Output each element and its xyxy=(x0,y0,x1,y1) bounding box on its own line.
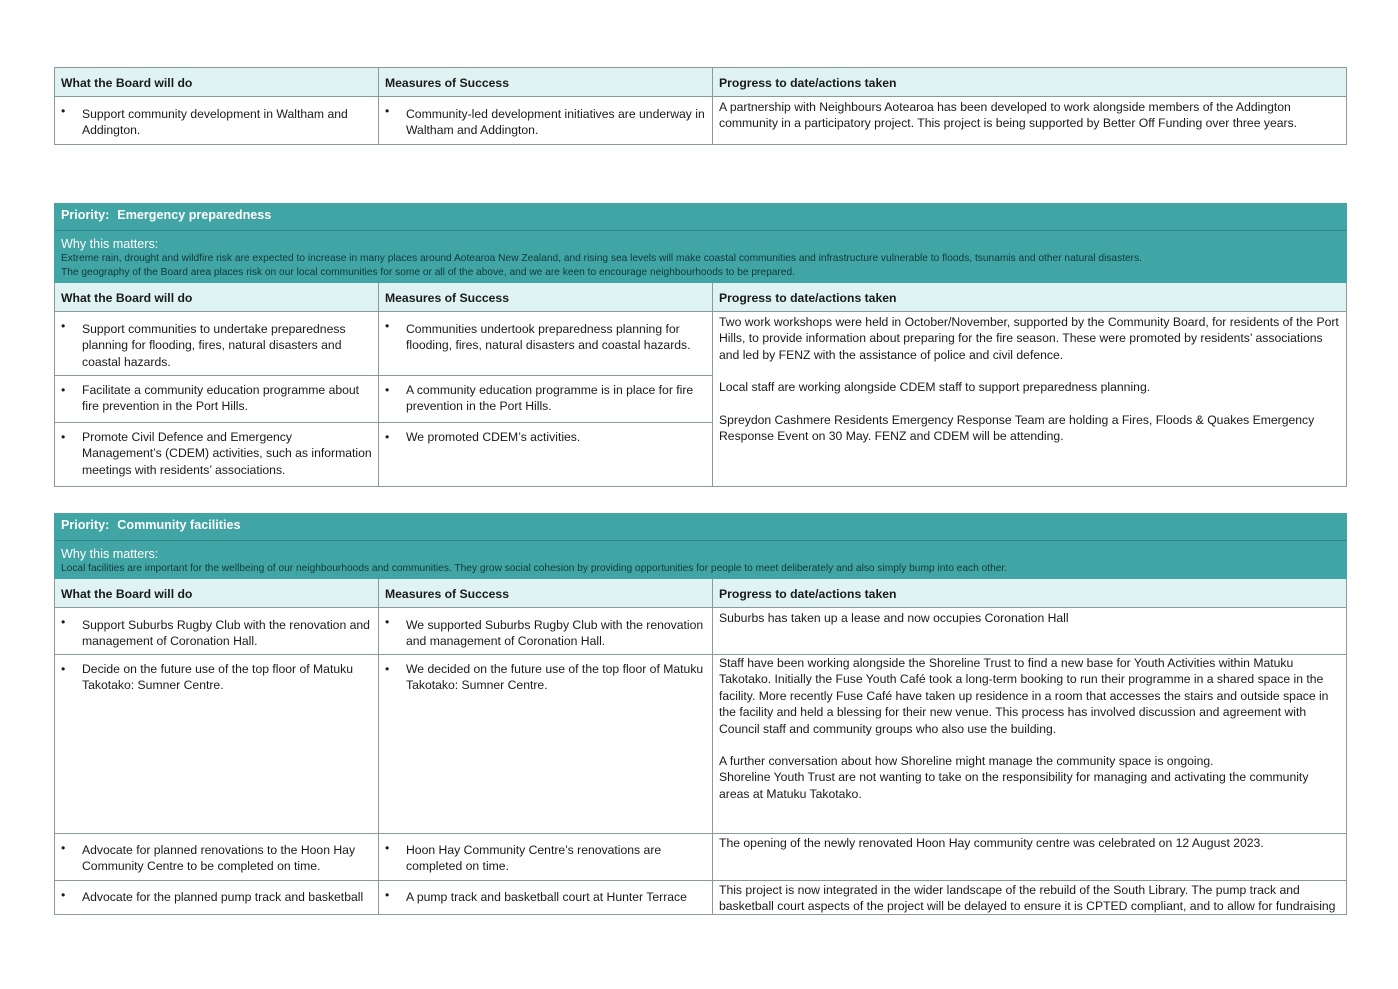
action-cell xyxy=(55,423,379,487)
why-this-matters xyxy=(55,230,1346,282)
header-measures: Measures of Success xyxy=(379,579,713,608)
why-text: Local facilities are important for the wellbeing of our neighbourhoods and communities. They grow social cohesion by providing opportunities for people to meet deliberately and also simply bump into each other. xyxy=(61,563,1008,574)
measure-cell xyxy=(379,608,713,655)
why-this-matters xyxy=(55,540,1346,578)
action-cell xyxy=(55,655,379,834)
priority-title xyxy=(55,514,1346,540)
priority-label: Priority: xyxy=(61,518,110,532)
action-text: • Promote Civil Defence and Emergency Management’s (CDEM) activities, such as information meetings with residents’ associations. xyxy=(55,423,378,478)
action-text: • Advocate for the planned pump track and basketball xyxy=(55,881,378,905)
measure-text: • Community-led development initiatives are underway in Waltham and Addington. xyxy=(379,97,712,139)
progress-paragraph: Shoreline Youth Trust are not wanting to take on the responsibility for managing and activating the community areas at Matuku Takotako. xyxy=(719,770,1309,801)
priority-label: Priority: xyxy=(61,208,110,222)
header-board-actions: What the Board will do xyxy=(55,579,379,608)
progress-cell xyxy=(713,834,1347,881)
table-row xyxy=(55,655,1347,834)
header-progress: Progress to date/actions taken xyxy=(713,579,1347,608)
progress-paragraph: Spreydon Cashmere Residents Emergency Response Team are holding a Fires, Floods & Quakes Emergency Response Event on 30 May. FENZ and CDEM will be attending. xyxy=(719,412,1315,444)
measure-text: • We decided on the future use of the top floor of Matuku Takotako: Sumner Centre. xyxy=(379,655,712,694)
progress-text xyxy=(713,881,1346,915)
table-row xyxy=(55,97,1347,145)
action-cell xyxy=(55,312,379,376)
table-row xyxy=(55,834,1347,881)
table-row xyxy=(55,312,1347,376)
measure-text: • Hoon Hay Community Centre’s renovations are completed on time. xyxy=(379,834,712,875)
why-text: The geography of the Board area places risk on our local communities for some or all of the above, and we are keen to encourage neighbourhoods to be prepared. xyxy=(61,267,795,278)
progress-paragraph: Local staff are working alongside CDEM staff to support preparedness planning. xyxy=(719,380,1151,395)
header-progress: Progress to date/actions taken xyxy=(713,68,1347,97)
progress-paragraph: The opening of the newly renovated Hoon Hay community centre was celebrated on 12 August 2023. xyxy=(719,836,1264,850)
progress-cell xyxy=(713,608,1347,655)
table-header-row xyxy=(55,68,1347,97)
action-cell xyxy=(55,608,379,655)
measure-text: • A community education programme is in place for fire prevention in the Port Hills. xyxy=(379,376,712,415)
action-text: • Facilitate a community education programme about fire prevention in the Port Hills. xyxy=(55,376,378,415)
progress-cell xyxy=(713,312,1347,487)
priority-row xyxy=(55,204,1347,283)
table-row xyxy=(55,608,1347,655)
priority-title xyxy=(55,204,1346,230)
measure-cell xyxy=(379,423,713,487)
why-label: Why this matters: xyxy=(61,237,159,251)
measure-text: • A pump track and basketball court at Hunter Terrace xyxy=(379,881,712,905)
why-label: Why this matters: xyxy=(61,547,159,561)
action-cell xyxy=(55,881,379,915)
action-cell xyxy=(55,376,379,423)
progress-paragraph: Two work workshops were held in October/November, supported by the Community Board, for residents of the Port Hills, to provide information about preparing for the fire season. These were promoted by residents’ associations and led by FENZ with the assistance of police and civil defence. xyxy=(719,315,1339,362)
table-row xyxy=(55,881,1347,915)
table-community-facilities xyxy=(54,513,1347,915)
action-text: • Support Suburbs Rugby Club with the renovation and management of Coronation Hall. xyxy=(55,608,378,650)
measure-text: • We supported Suburbs Rugby Club with the renovation and management of Coronation Hall. xyxy=(379,608,712,650)
header-measures: Measures of Success xyxy=(379,68,713,97)
action-cell xyxy=(55,834,379,881)
progress-cell xyxy=(713,97,1347,145)
table-header-row xyxy=(55,579,1347,608)
why-text: Extreme rain, drought and wildfire risk are expected to increase in many places around Aotearoa New Zealand, and rising sea levels will make coastal communities and infrastructure vulnerable to floods, tsunamis and other natural disasters. xyxy=(61,253,1142,264)
progress-text xyxy=(713,655,1346,802)
progress-paragraph: Suburbs has taken up a lease and now occupies Coronation Hall xyxy=(719,611,1069,625)
measure-text: • We promoted CDEM’s activities. xyxy=(379,423,712,445)
table-emergency-preparedness xyxy=(54,203,1347,487)
progress-cell xyxy=(713,655,1347,834)
action-text: • Advocate for planned renovations to the Hoon Hay Community Centre to be completed on time. xyxy=(55,834,378,875)
action-cell xyxy=(55,97,379,145)
header-measures: Measures of Success xyxy=(379,283,713,312)
measure-cell xyxy=(379,312,713,376)
progress-paragraph: A further conversation about how Shoreline might manage the community space is ongoing. xyxy=(719,754,1214,769)
progress-paragraph: Staff have been working alongside the Shoreline Trust to find a new base for Youth Activities within Matuku Takotako. Initially the Fuse Youth Café took a long-term booking to run their programme in a shared space in the facility. More recently Fuse Café have taken up residence in a room that accesses the stairs and outside space in the facility and held a blessing for their new venue. This process has involved discussion and agreement with Council staff and community groups who also use the building. xyxy=(719,656,1329,736)
progress-text xyxy=(713,312,1346,444)
priority-name: Emergency preparedness xyxy=(117,208,272,222)
table-header-row xyxy=(55,283,1347,312)
measure-text: • Communities undertook preparedness planning for flooding, fires, natural disasters and coastal hazards. xyxy=(379,312,712,354)
progress-cell xyxy=(713,881,1347,915)
header-board-actions: What the Board will do xyxy=(55,283,379,312)
measure-cell xyxy=(379,834,713,881)
measure-cell xyxy=(379,376,713,423)
progress-text xyxy=(713,834,1346,851)
measure-cell xyxy=(379,881,713,915)
header-board-actions: What the Board will do xyxy=(55,68,379,97)
action-text: • Support community development in Waltham and Addington. xyxy=(55,97,378,139)
action-text: • Support communities to undertake preparedness planning for flooding, fires, natural disasters and coastal hazards. xyxy=(55,312,378,370)
action-text: • Decide on the future use of the top floor of Matuku Takotako: Sumner Centre. xyxy=(55,655,378,694)
progress-paragraph: This project is now integrated in the wider landscape of the rebuild of the South Library. The pump track and basketball court aspects of the project will be delayed to ensure it is CPTED compliant, and to allow for fundraising xyxy=(719,883,1336,914)
table-community-development xyxy=(54,67,1347,145)
priority-row xyxy=(55,514,1347,579)
header-progress: Progress to date/actions taken xyxy=(713,283,1347,312)
progress-text: A partnership with Neighbours Aotearoa has been developed to work alongside members of the Addington community in a participatory project. This project is being supported by Better Off Funding over three years. xyxy=(719,100,1298,131)
page-cut-mask xyxy=(0,915,1398,989)
measure-cell xyxy=(379,655,713,834)
measure-cell xyxy=(379,97,713,145)
priority-name: Community facilities xyxy=(117,518,241,532)
progress-text xyxy=(713,608,1346,626)
